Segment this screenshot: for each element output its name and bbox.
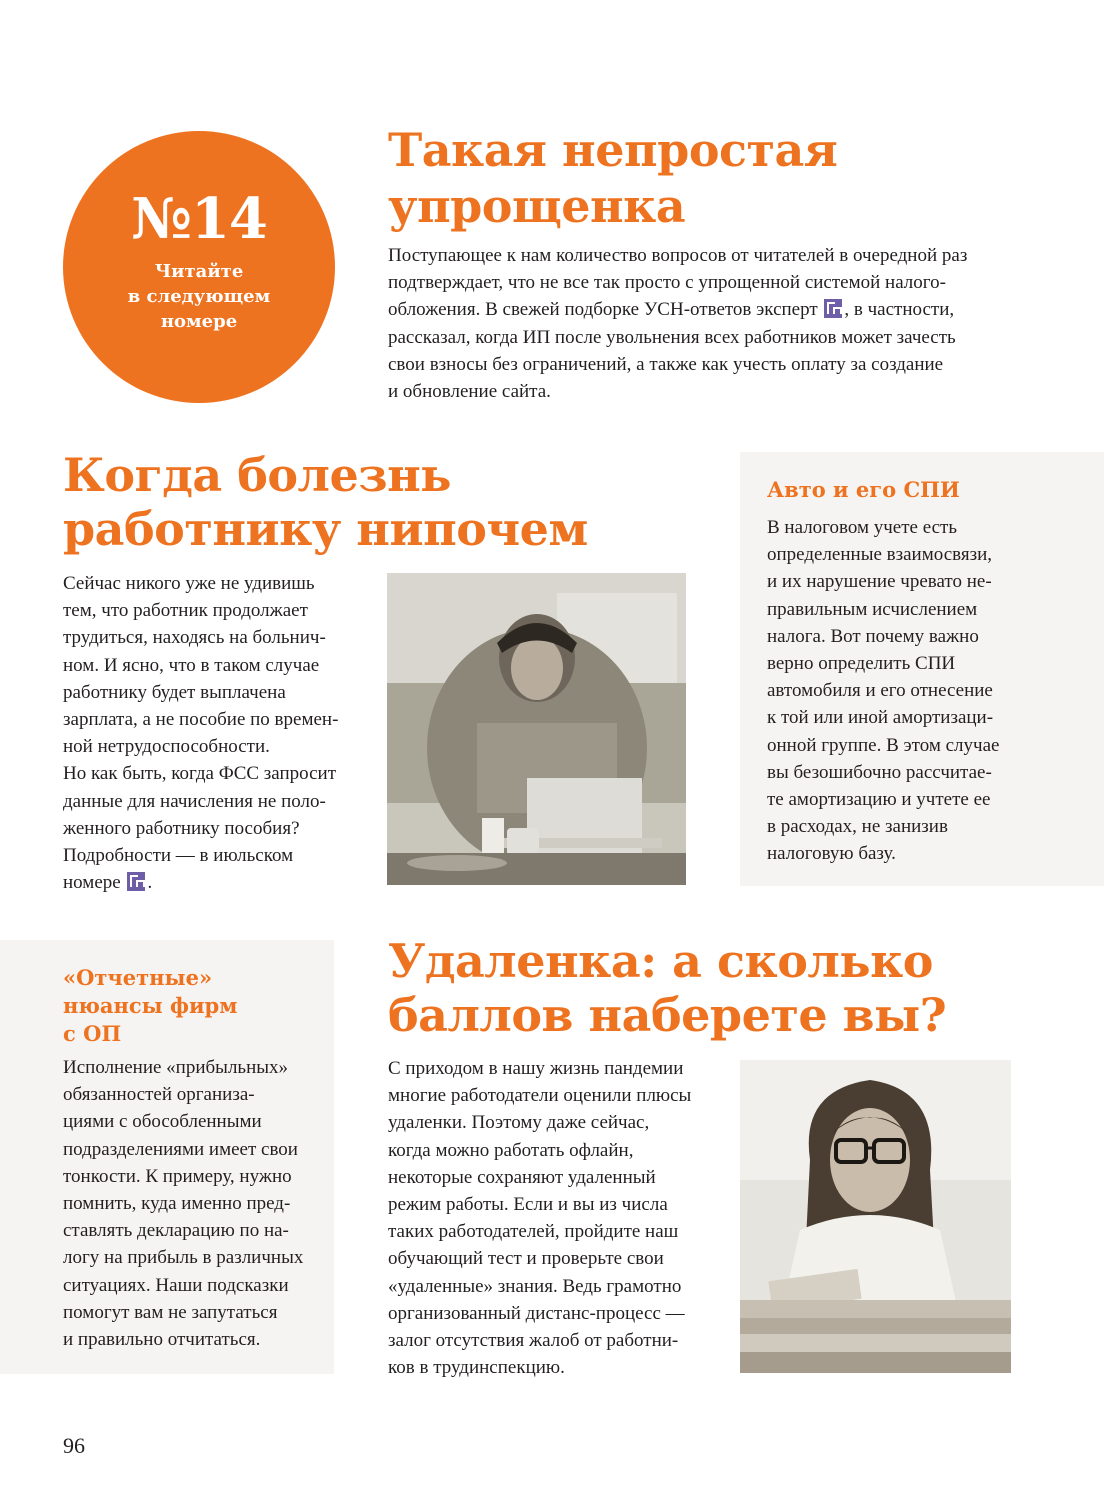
article-usn (388, 122, 1078, 405)
gk-logo-icon (824, 299, 842, 318)
body-line: Но как быть, когда ФСС запросит (63, 763, 337, 785)
title-line: Удаленка: а сколько (388, 934, 933, 988)
body-line: режим работы. Если и вы из числа (388, 1194, 668, 1216)
photo-sick-man-illustration (387, 573, 686, 885)
body-line: данные для начисления не поло- (63, 790, 326, 812)
article-sick-leave (63, 448, 703, 556)
page-number: 96 (63, 1433, 85, 1458)
body-text-span: , в частности, (844, 299, 955, 321)
body-line: верно определить СПИ (767, 653, 956, 675)
body-text-span: обложения. В свежей подборке УСН-ответов эксперт (388, 299, 818, 321)
sidebar-auto (740, 452, 1104, 886)
body-line: женного работнику пособия? (63, 817, 300, 839)
body-line: обучающий тест и проверьте свои (388, 1248, 664, 1270)
body-line (388, 296, 1078, 323)
body-line: «удаленные» знания. Ведь грамотно (388, 1275, 682, 1297)
gk-logo-icon (127, 872, 145, 891)
sidebar-title-line: «Отчетные» (63, 965, 213, 990)
body-line: работнику будет выплачена (63, 681, 286, 703)
badge-text (63, 259, 335, 334)
body-text-span: . (147, 872, 153, 894)
article-body (388, 1055, 728, 1381)
body-line: определенные взаимосвязи, (767, 544, 993, 566)
body-line: налоговую базу. (767, 843, 896, 865)
body-line: автомобиля и его отнесение (767, 680, 993, 702)
body-line: ной нетрудоспособности. (63, 736, 270, 758)
body-line: С приходом в нашу жизнь пандемии (388, 1058, 684, 1079)
title-line: Такая непростая (388, 123, 838, 177)
body-line: тонкости. К примеру, нужно (63, 1165, 292, 1187)
photo-sick-man (387, 573, 686, 885)
body-line: онной группе. В этом случае (767, 734, 1000, 756)
body-line: тем, что работник продолжает (63, 600, 308, 622)
body-line: Сейчас никого уже не удивишь (63, 573, 315, 594)
body-line: многие работодатели оценили плюсы (388, 1085, 692, 1107)
article-body (63, 570, 373, 896)
badge-line: номере (160, 311, 238, 332)
title-line: работнику нипочем (63, 502, 588, 556)
body-line: ков в трудинспекцию. (388, 1357, 565, 1379)
photo-woman-books-illustration (740, 1060, 1011, 1373)
sidebar-body (767, 514, 1097, 868)
body-line: залог отсутствия жалоб от работни- (388, 1330, 679, 1352)
body-line (63, 869, 373, 896)
body-line: ситуациях. Наши подсказки (63, 1274, 289, 1296)
sidebar-title-line: с ОП (63, 1021, 122, 1046)
body-text-span: номере (63, 872, 121, 894)
article-title (63, 448, 703, 556)
body-line: правильным исчислением (767, 598, 978, 620)
body-line: подтверждает, что не все так просто с упрощенной системой налого- (388, 272, 946, 294)
body-line: вы безошибочно рассчитае- (767, 761, 992, 783)
body-line: Исполнение «прибыльных» (63, 1057, 289, 1078)
body-line: и обновление сайта. (388, 381, 551, 403)
photo-woman-books (740, 1060, 1011, 1373)
body-line: Поступающее к нам количество вопросов от читателей в очередной раз (388, 245, 968, 266)
body-line: организованный дистанс-процесс — (388, 1302, 685, 1324)
body-line: когда можно работать офлайн, (388, 1139, 634, 1161)
body-line: зарплата, а не пособие по времен- (63, 709, 339, 731)
body-line: трудиться, находясь на больнич- (63, 627, 326, 649)
issue-number: №14 (131, 186, 267, 252)
body-line: таких работодателей, пройдите наш (388, 1221, 679, 1243)
title-line: упрощенка (388, 179, 686, 233)
body-line: в расходах, не занизив (767, 816, 948, 838)
body-line: помогут вам не запутаться (63, 1301, 278, 1323)
article-title (388, 934, 1088, 1042)
body-line: и их нарушение чревато не- (767, 571, 992, 593)
next-issue-badge (63, 131, 335, 403)
body-line: к той или иной амортизаци- (767, 707, 994, 729)
body-line: В налоговом учете есть (767, 517, 958, 538)
body-line: некоторые сохраняют удаленный (388, 1166, 656, 1188)
body-line: налога. Вот почему важно (767, 625, 979, 647)
body-line: те амортизацию и учтете ее (767, 789, 991, 811)
body-line: логу на прибыль в различных (63, 1247, 304, 1269)
sidebar-title-line: нюансы фирм (63, 993, 238, 1018)
body-line: и правильно отчитаться. (63, 1329, 261, 1351)
sidebar-title (63, 964, 237, 1048)
body-line: удаленки. Поэтому даже сейчас, (388, 1112, 650, 1134)
sidebar-body (63, 1054, 331, 1353)
sidebar-title: Авто и его СПИ (767, 477, 960, 502)
body-line: свои взносы без ограничений, а также как учесть оплату за создание (388, 353, 944, 375)
sidebar-op (0, 940, 334, 1374)
body-line: обязанностей организа- (63, 1084, 255, 1106)
body-line: циями с обособленными (63, 1111, 262, 1133)
badge-line: в следующем (127, 286, 271, 307)
body-line: ном. И ясно, что в таком случае (63, 654, 320, 676)
article-remote-work (388, 934, 1088, 1042)
article-body (388, 242, 1078, 405)
body-line: рассказал, когда ИП после увольнения всех работников может зачесть (388, 326, 956, 348)
title-line: Когда болезнь (63, 448, 452, 502)
title-line: баллов наберете вы? (388, 988, 947, 1042)
body-line: Подробности — в июльском (63, 845, 294, 867)
body-line: подразделениями имеет свои (63, 1138, 298, 1160)
article-title (388, 122, 1078, 234)
body-line: ставлять декларацию по на- (63, 1220, 289, 1242)
body-line: помнить, куда именно пред- (63, 1193, 291, 1215)
badge-line: Читайте (154, 261, 244, 282)
